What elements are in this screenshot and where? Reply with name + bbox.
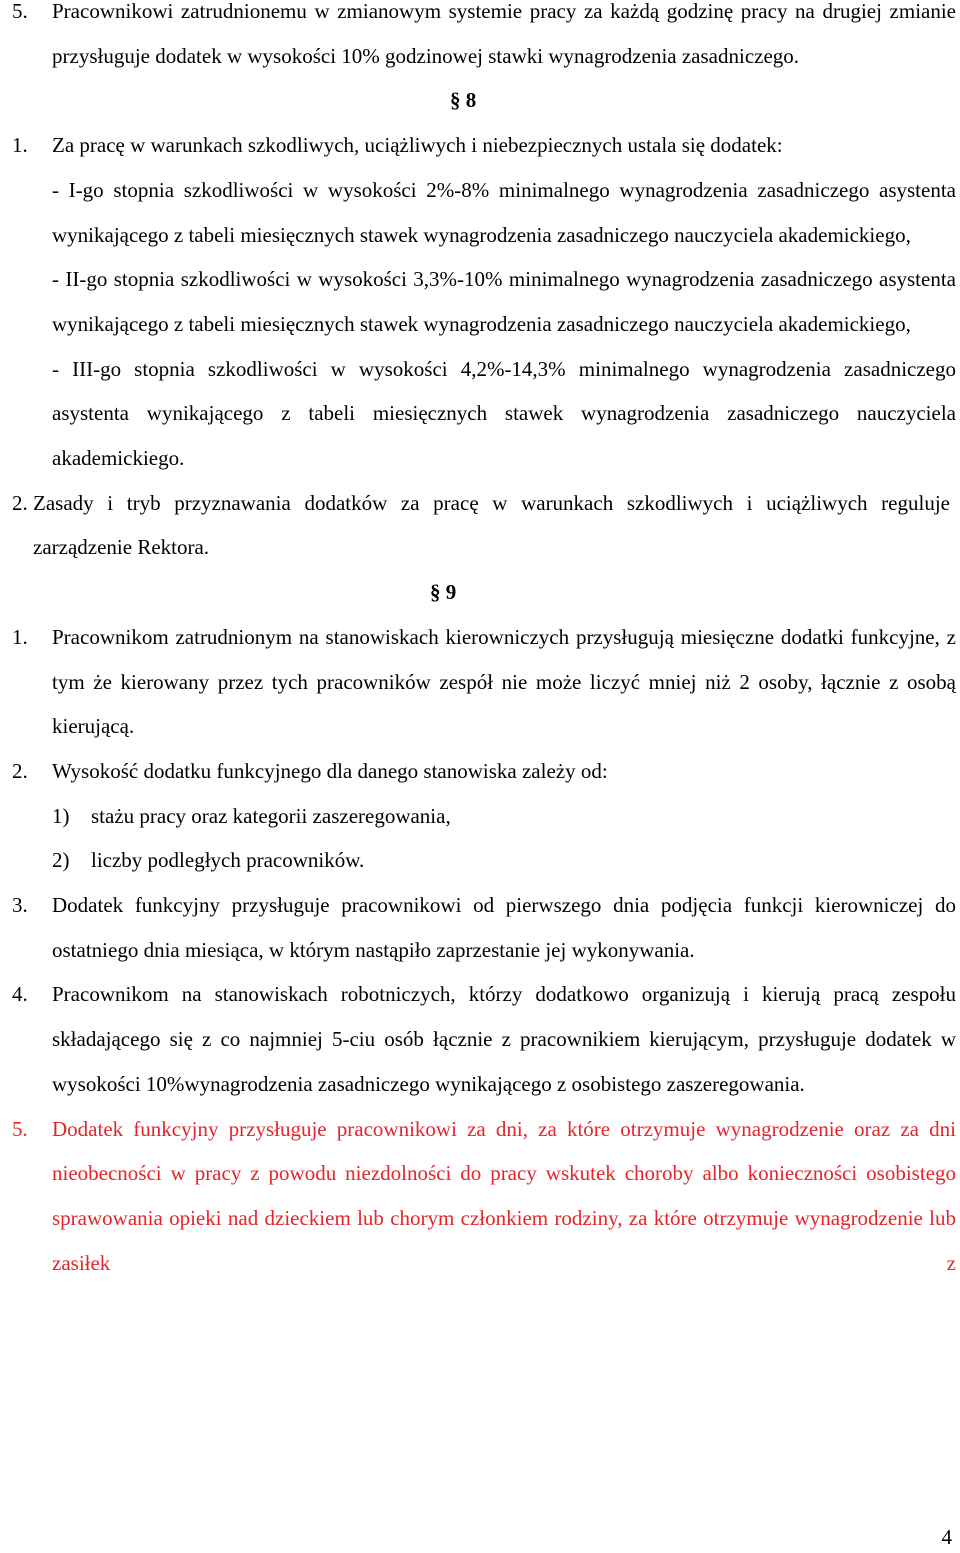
- item-number: 4.: [12, 982, 28, 1007]
- item-text: Pracownikom na stanowiskach robotniczych, którzy dodatkowo organizują i kierują pracą zespołu składającego się z co najmniej 5-ciu osób łącznie z pracownikiem kierującym, przysługuje dodatek w wysokości 10%wynagrodzenia zasadniczego wynikającego z osobistego zaszeregowania.: [52, 982, 956, 1096]
- section-heading-8: § 8: [450, 88, 477, 113]
- paragraph-9-4-workers-bonus: [0, 972, 960, 1106]
- item-number: 2.: [12, 490, 28, 515]
- degree-1-text: - I-go stopnia szkodliwości w wysokości 2%-8% minimalnego wynagrodzenia zasadniczego asystenta wynikającego z tabeli miesięcznych stawek wynagrodzenia zasadniczego nauczyciela akademickiego,: [52, 177, 956, 247]
- item-text: Wysokość dodatku funkcyjnego dla danego stanowiska zależy od:: [52, 758, 608, 783]
- paragraph-9-3-bonus-period: [0, 883, 960, 972]
- item-text: Dodatek funkcyjny przysługuje pracownikowi od pierwszego dnia podjęcia funkcji kierowniczej do ostatniego dnia miesiąca, w którym nastąpiło zaprzestanie jej wykonywania.: [52, 893, 956, 962]
- item-text: Pracownikom zatrudnionym na stanowiskach kierowniczych przysługują miesięczne dodatki funkcyjne, z tym że kierowany przez tych pracowników zespół nie może liczyć mniej niż 2 osoby, łącznie z osobą kierującą.: [52, 624, 956, 739]
- paragraph-9-1-functional-bonus: [0, 615, 960, 749]
- sub-item-2: [0, 838, 960, 883]
- item-lead-text: Za pracę w warunkach szkodliwych, uciążliwych i niebezpiecznych ustala się dodatek:: [52, 133, 783, 158]
- sub-item-1: [0, 794, 960, 839]
- paragraph-5-shift-bonus: [0, 0, 960, 78]
- degree-3-text: - III-go stopnia szkodliwości w wysokości 4,2%-14,3% minimalnego wynagrodzenia zasadniczego asystenta wynikającego z tabeli miesięcznych stawek wynagrodzenia zasadniczego nauczyciela akademickiego.: [52, 356, 956, 471]
- sub-item-text: stażu pracy oraz kategorii zaszeregowania,: [91, 803, 451, 828]
- paragraph-9-5-bonus-absence: [0, 1107, 960, 1286]
- item-number: 1.: [12, 133, 28, 158]
- sub-item-text: liczby podległych pracowników.: [91, 848, 365, 873]
- item-text: Pracownikowi zatrudnionemu w zmianowym systemie pracy za każdą godzinę pracy na drugiej zmianie przysługuje dodatek w wysokości 10% godzinowej stawki wynagrodzenia zasadniczego.: [52, 0, 956, 68]
- degree-2-text: - II-go stopnia szkodliwości w wysokości 3,3%-10% minimalnego wynagrodzenia zasadniczego asystenta wynikającego z tabeli miesięcznych stawek wynagrodzenia zasadniczego nauczyciela akademickiego,: [52, 267, 956, 336]
- item-number: 5.: [12, 1116, 28, 1141]
- page-number: 4: [941, 1525, 952, 1549]
- paragraph-8-1-harmful-conditions: [0, 123, 960, 481]
- item-number: 2.: [12, 758, 28, 783]
- section-heading-9: § 9: [430, 580, 457, 605]
- sub-item-number: 1): [52, 803, 70, 828]
- item-number: 3.: [12, 893, 28, 918]
- item-text: Dodatek funkcyjny przysługuje pracownikowi za dni, za które otrzymuje wynagrodzenie oraz za dni nieobecności w pracy z powodu niezdolności do pracy wskutek choroby albo konieczności osobistego sprawowania opieki nad dzieckiem lub chorym członkiem rodziny, za które otrzymuje wynagrodzenie lub zasiłek z: [52, 1116, 956, 1275]
- item-number: 5.: [12, 0, 28, 23]
- paragraph-8-2-rules: [0, 481, 960, 570]
- item-number: 1.: [12, 624, 28, 649]
- sub-item-number: 2): [52, 848, 70, 873]
- item-text: Zasady i tryb przyznawania dodatków za pracę w warunkach szkodliwych i uciążliwych reguluje zarządzenie Rektora.: [33, 490, 950, 560]
- paragraph-9-2-bonus-amount: [0, 749, 960, 794]
